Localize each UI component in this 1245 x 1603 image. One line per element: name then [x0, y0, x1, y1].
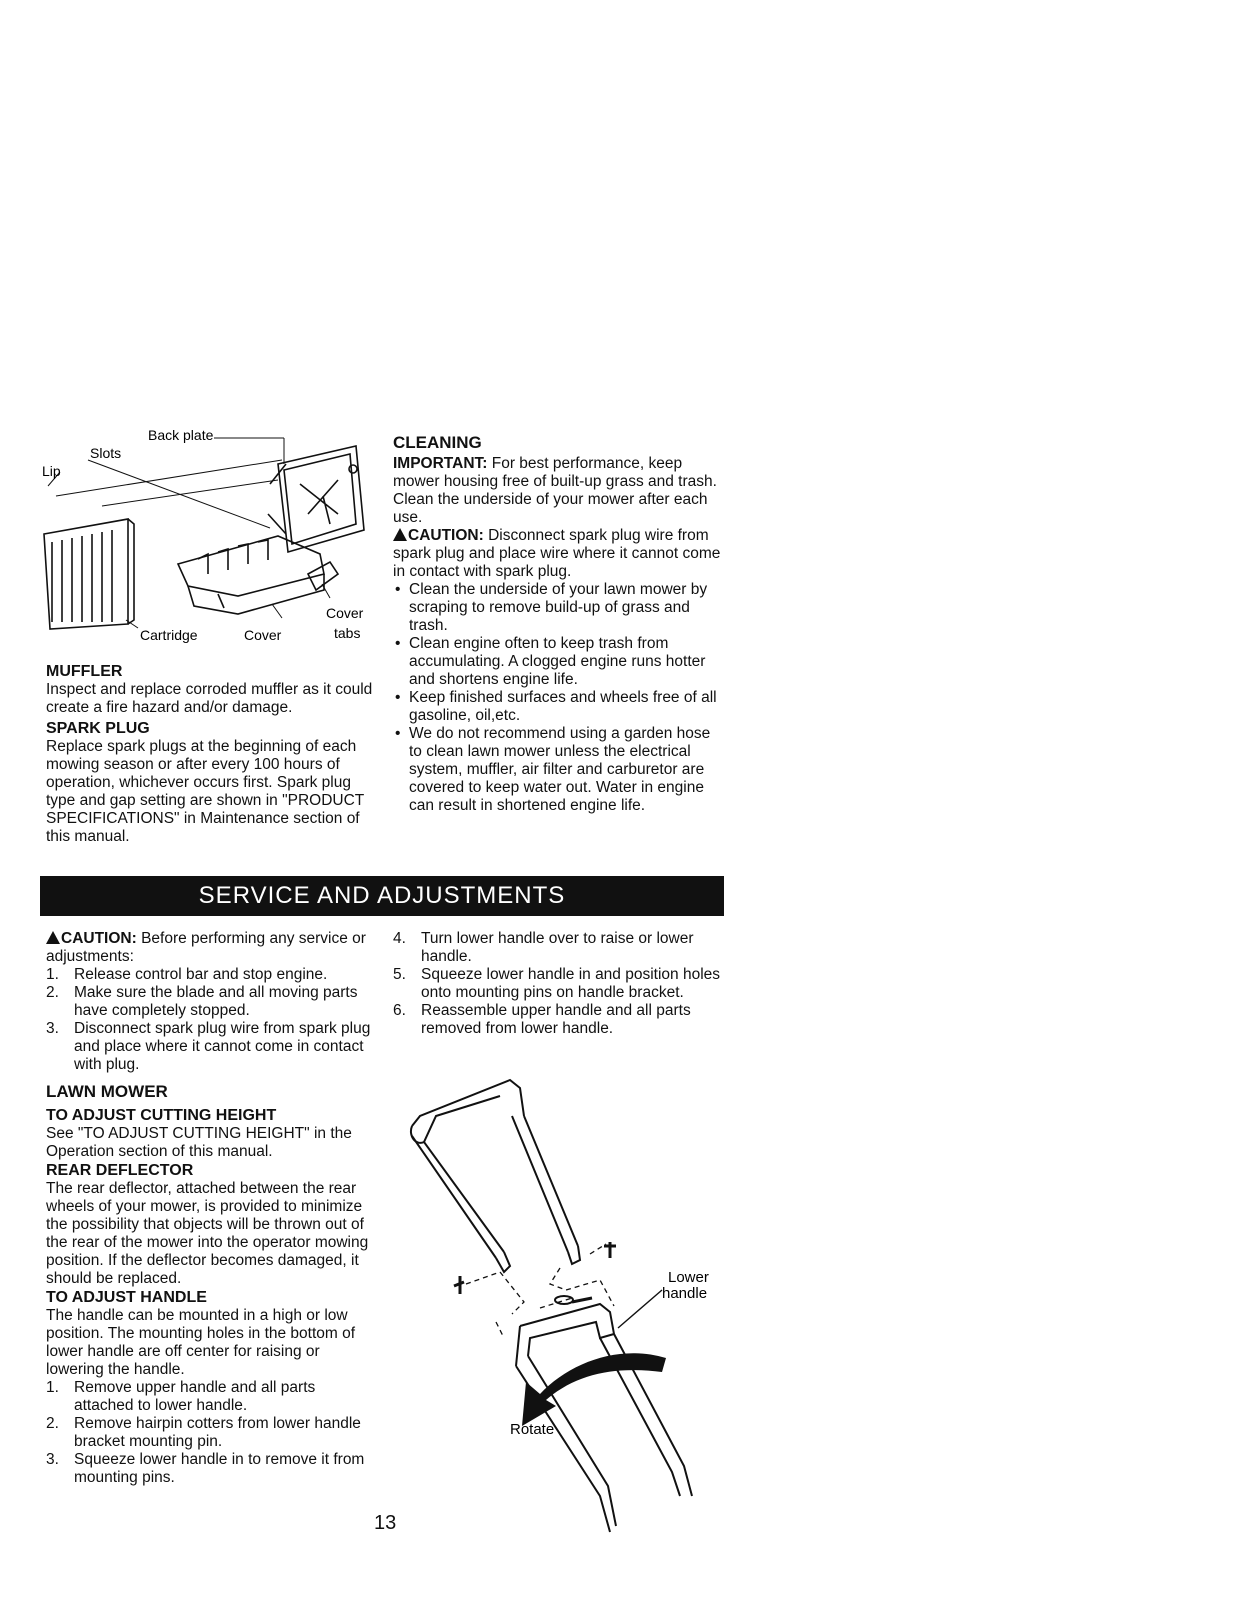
section-banner: SERVICE AND ADJUSTMENTS	[40, 876, 724, 916]
adjust-handle-body: The handle can be mounted in a high or low position. The mounting holes in the bottom of lower handle are off center for raising or lowering the handle.	[46, 1307, 356, 1378]
rear-deflector-body: The rear deflector, attached between the rear wheels of your mower, is provided to minimize the possibility that objects will be thrown out of the rear of the mower into the operator mowing position. If the deflector becomes damaged, it should be replaced.	[46, 1180, 369, 1287]
caution-text: Before performing any service or adjustments:	[46, 930, 366, 965]
caution-label: CAUTION:	[61, 930, 137, 947]
muffler-body: Inspect and replace corroded muffler as it could create a fire hazard and/or damage.	[46, 681, 373, 716]
label-slots: Slots	[90, 445, 122, 461]
handle-step: 1. Remove upper handle and all parts attached to lower handle.	[46, 1379, 316, 1414]
warning-icon	[393, 528, 407, 541]
label-rotate: Rotate	[510, 1421, 555, 1438]
page-number: 13	[374, 1512, 397, 1534]
spark-plug-heading: SPARK PLUG	[46, 720, 150, 737]
label-cartridge: Cartridge	[140, 627, 198, 643]
label-back-plate: Back plate	[148, 427, 214, 443]
muffler-section	[46, 662, 376, 846]
caution-text: Disconnect spark plug wire from spark plug and place wire where it cannot come in contact with spark plug.	[393, 527, 721, 580]
cleaning-section	[393, 433, 723, 815]
cleaning-bullet: • Keep finished surfaces and wheels free of all gasoline, oil,etc.	[393, 689, 723, 725]
label-cover: Cover	[244, 627, 282, 643]
cleaning-important	[393, 455, 723, 527]
label-handle: handle	[662, 1285, 708, 1302]
rear-deflector-heading: REAR DEFLECTOR	[46, 1162, 194, 1179]
important-label: IMPORTANT:	[393, 455, 488, 472]
service-caution	[46, 930, 376, 966]
spark-plug-body: Replace spark plugs at the beginning of each mowing season or after every 100 hours of operation, whichever occurs first. Spark plug type and gap setting are shown in "PRODUCT SPECIFICATIONS" in Maintenance section of this manual.	[46, 738, 364, 845]
handle-step: 3. Squeeze lower handle in to remove it from mounting pins.	[46, 1451, 365, 1486]
lawn-mower-heading: LAWN MOWER	[46, 1082, 168, 1101]
cleaning-bullet: • We do not recommend using a garden hose to clean lawn mower unless the electrical system, muffler, air filter and carburetor are covered to keep water out. Water in engine can result in shortened engine life.	[393, 725, 723, 815]
cutting-height-body: See "TO ADJUST CUTTING HEIGHT" in the Operation section of this manual.	[46, 1125, 352, 1160]
warning-icon	[46, 931, 60, 944]
service-step: 3. Disconnect spark plug wire from spark plug and place where it cannot come in contact with plug.	[46, 1020, 371, 1073]
handle-step: 4. Turn lower handle over to raise or lower handle.	[393, 930, 694, 965]
cleaning-bullet: • Clean engine often to keep trash from accumulating. A clogged engine runs hotter and shortens engine life.	[393, 635, 723, 689]
service-step: 1. Release control bar and stop engine.	[46, 966, 328, 983]
service-step: 2. Make sure the blade and all moving parts have completely stopped.	[46, 984, 358, 1019]
label-cover-tabs-2: tabs	[334, 625, 361, 641]
service-section	[46, 930, 376, 1487]
adjust-handle-heading: TO ADJUST HANDLE	[46, 1289, 207, 1306]
cleaning-bullet: • Clean the underside of your lawn mower by scraping to remove build-up of grass and trash.	[393, 581, 723, 635]
label-lower: Lower	[668, 1269, 709, 1286]
muffler-heading: MUFFLER	[46, 663, 123, 680]
cutting-height-heading: TO ADJUST CUTTING HEIGHT	[46, 1107, 277, 1124]
handle-step: 2. Remove hairpin cotters from lower handle bracket mounting pin.	[46, 1415, 361, 1450]
handle-diagram	[400, 1076, 740, 1536]
label-lip: Lip	[42, 463, 61, 479]
label-cover-tabs-1: Cover	[326, 605, 364, 621]
handle-step: 5. Squeeze lower handle in and position holes onto mounting pins on handle bracket.	[393, 966, 721, 1001]
important-text: For best performance, keep mower housing free of built-up grass and trash. Clean the underside of your mower after each use.	[393, 455, 717, 526]
muffler-diagram	[38, 424, 368, 656]
handle-step: 6. Reassemble upper handle and all parts removed from lower handle.	[393, 1002, 691, 1037]
handle-steps-continued	[393, 930, 733, 1038]
cleaning-heading: CLEANING	[393, 433, 482, 452]
caution-label: CAUTION:	[408, 527, 484, 544]
cleaning-caution	[393, 527, 723, 581]
